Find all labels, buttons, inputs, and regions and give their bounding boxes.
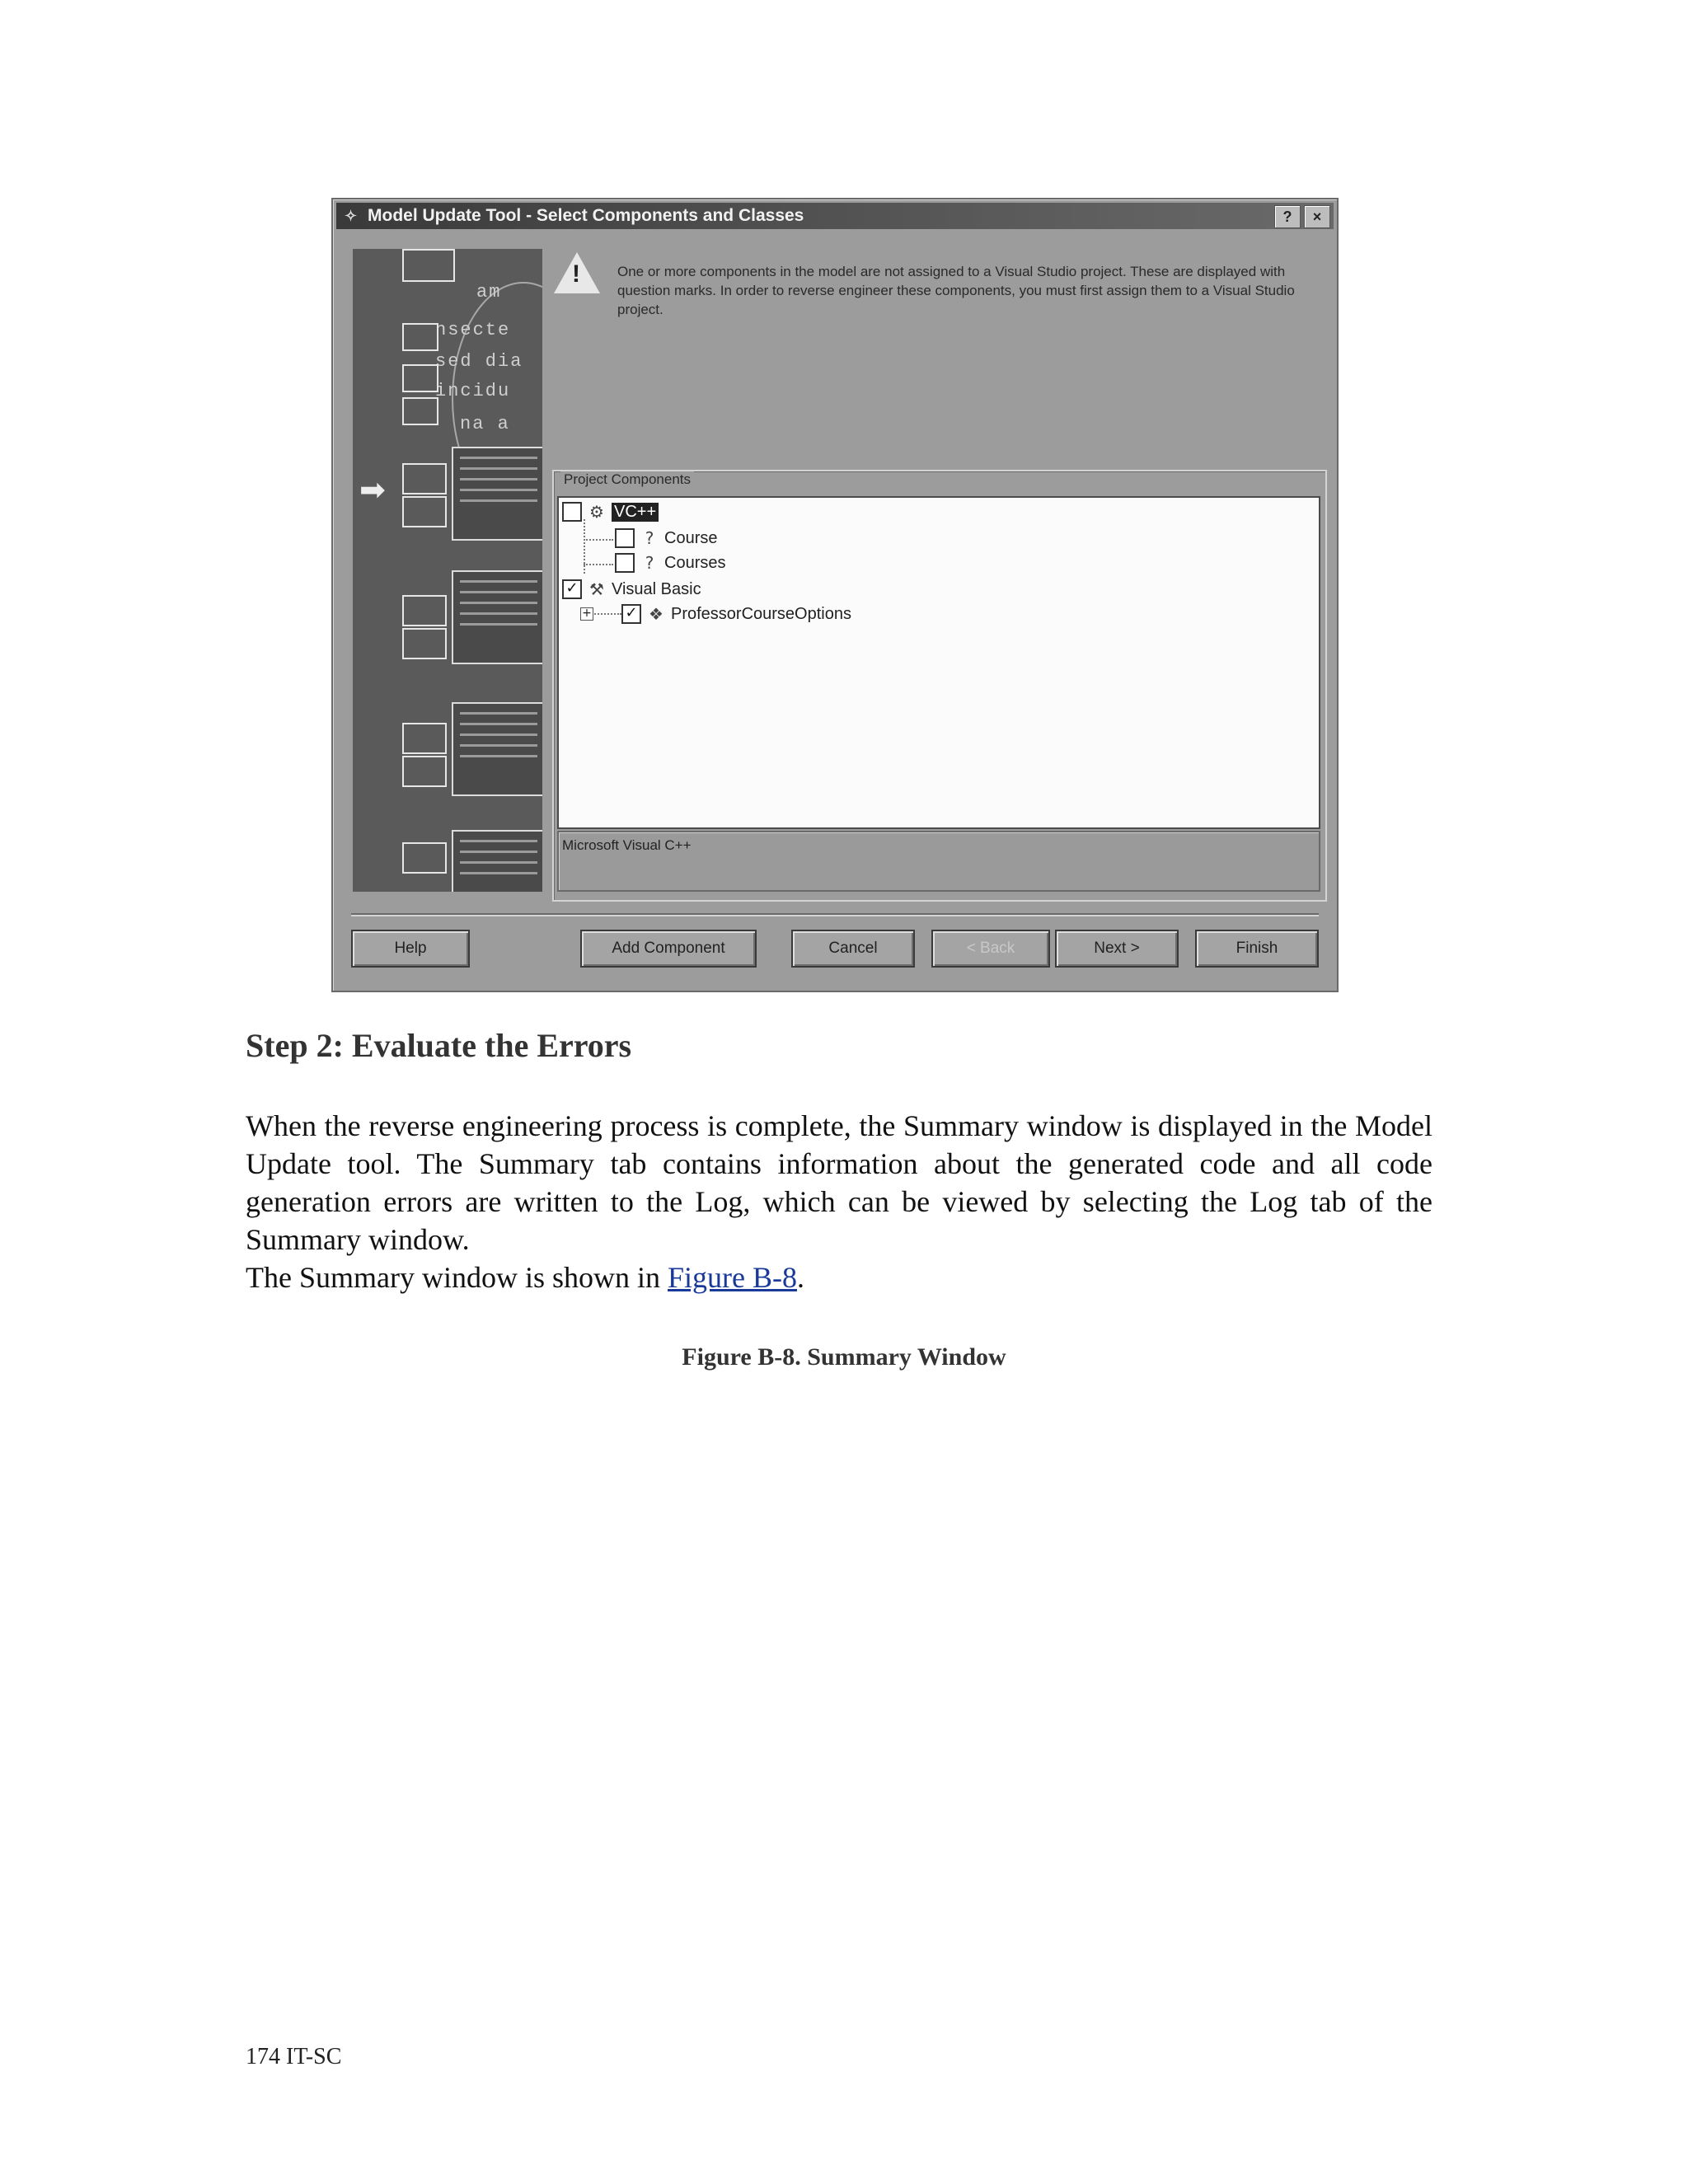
body-paragraph: When the reverse engineering process is complete, the Summary window is displayed in the Model Update tool. The Summary tab contains information about the generated code and all code generation errors are written to the Log, which can be viewed by selecting the Log tab of the Summary window. xyxy=(246,1109,1432,1256)
tree-item-label: Courses xyxy=(664,553,726,572)
graphic-text: nsecte xyxy=(435,320,511,340)
graphic-text: na a xyxy=(460,414,510,434)
tree-line xyxy=(584,519,585,574)
help-button[interactable]: Help xyxy=(351,930,470,968)
reference-text: The Summary window is shown in xyxy=(246,1261,668,1294)
component-box xyxy=(402,323,438,351)
doc-card xyxy=(452,447,542,541)
page-footer: 174 IT-SC xyxy=(246,2044,342,2069)
checkbox[interactable] xyxy=(562,502,582,522)
tree-item-label: Course xyxy=(664,528,718,547)
status-panel xyxy=(557,831,1320,892)
add-component-button[interactable]: Add Component xyxy=(580,930,757,968)
component-tree[interactable] xyxy=(557,496,1320,829)
component-box xyxy=(402,397,438,425)
tree-item[interactable] xyxy=(615,526,717,551)
doc-card xyxy=(452,702,542,796)
graphic-text: am xyxy=(476,282,502,302)
component-box xyxy=(402,756,447,787)
figure-caption: Figure B-8. Summary Window xyxy=(682,1343,1006,1371)
model-update-dialog xyxy=(331,198,1339,992)
question-component-icon: ? xyxy=(645,528,654,548)
graphic-text: sed dia xyxy=(435,351,523,372)
checkbox-checked[interactable]: ✓ xyxy=(562,579,582,599)
tree-item[interactable] xyxy=(562,577,701,602)
tree-line xyxy=(584,564,613,565)
status-text: Microsoft Visual C++ xyxy=(562,837,692,853)
component-box xyxy=(402,628,447,659)
back-button[interactable]: < Back xyxy=(931,930,1050,968)
warning-icon: ! xyxy=(554,252,600,293)
component-box xyxy=(402,249,455,282)
component-box xyxy=(402,595,447,626)
graphic-text: incidu xyxy=(435,381,511,401)
figure-link[interactable]: Figure B-8 xyxy=(667,1261,797,1294)
tree-item[interactable] xyxy=(580,602,851,626)
checkbox-checked[interactable]: ✓ xyxy=(621,604,641,624)
tree-line xyxy=(584,539,613,541)
reference-suffix: . xyxy=(796,1261,804,1294)
component-box xyxy=(402,723,447,754)
divider xyxy=(351,913,1319,916)
vc-project-icon: ⚙ xyxy=(589,502,604,522)
window-title: Model Update Tool - Select Components and Classes xyxy=(368,206,804,225)
question-component-icon: ? xyxy=(645,553,654,573)
finish-button[interactable]: Finish xyxy=(1195,930,1319,968)
tree-item-label: ProfessorCourseOptions xyxy=(671,604,851,623)
group-label: Project Components xyxy=(560,471,694,488)
title-bar xyxy=(336,203,1334,229)
warning-message: One or more components in the model are not assigned to a Visual Studio project. These are displayed with question marks. In order to reverse engineer these components, you must first assign them to a Visual Studio project. xyxy=(617,264,1295,317)
next-button[interactable]: Next > xyxy=(1055,930,1179,968)
doc-card xyxy=(452,570,542,664)
wizard-graphic xyxy=(353,249,542,892)
help-title-button[interactable]: ? xyxy=(1274,205,1301,228)
vb-project-icon: ⚒ xyxy=(589,579,604,599)
checkbox[interactable] xyxy=(615,528,635,548)
expand-icon[interactable]: + xyxy=(580,607,593,621)
tree-item-label: Visual Basic xyxy=(612,579,701,598)
doc-card xyxy=(452,830,542,892)
tree-item[interactable] xyxy=(562,499,659,524)
close-button[interactable]: × xyxy=(1304,205,1330,228)
cancel-button[interactable]: Cancel xyxy=(791,930,915,968)
figure-reference xyxy=(246,1258,804,1296)
section-heading: Step 2: Evaluate the Errors xyxy=(246,1027,632,1064)
tree-item[interactable] xyxy=(615,551,725,575)
arrow-icon: ➡ xyxy=(359,471,386,508)
component-box xyxy=(402,496,447,527)
app-icon: ✧ xyxy=(345,207,358,224)
tree-item-label: VC++ xyxy=(612,503,659,522)
component-box xyxy=(402,842,447,874)
checkbox[interactable] xyxy=(615,553,635,573)
component-icon: ❖ xyxy=(649,604,663,624)
component-box xyxy=(402,364,438,392)
component-box xyxy=(402,463,447,494)
